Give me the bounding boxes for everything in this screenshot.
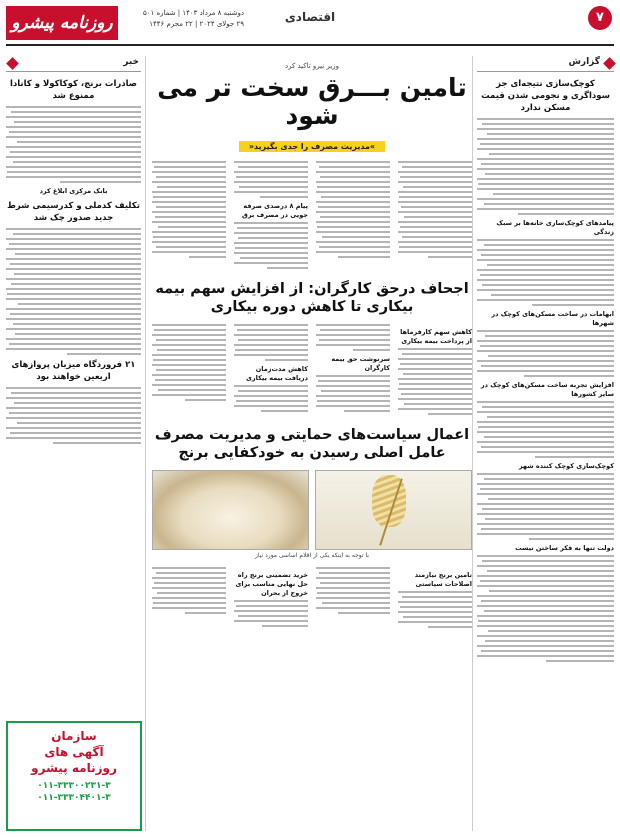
news-kicker: بانک مرکزی ابلاغ کرد [39, 187, 108, 195]
news-body-text [6, 228, 141, 355]
ad-line: آگهی های [44, 745, 104, 759]
section-arrow-icon [603, 57, 616, 70]
newspaper-logo: روزنامه پیشرو [6, 6, 118, 40]
story3-photos [152, 470, 472, 550]
report-label: گزارش [568, 57, 600, 67]
section-title: اقتصادی [284, 10, 336, 24]
news-body-text [6, 387, 141, 444]
story3-headline: اعمال سیاست‌های حمایتی و مدیریت مصرف عامل اصلی رسیدن به خودکفایی برنج [154, 427, 470, 461]
story3-subhead: تامین برنج نیازمند اصلاحات سیاستی [414, 571, 472, 588]
lead-kicker: وزیر نیرو تاکید کرد [284, 62, 340, 70]
report-subhead: دولت تنها به فکر ساختن نیست [515, 544, 614, 552]
story3-subhead: خرید تضمینی برنج راه حل نهایی مناسب برای خروج از بحران [235, 571, 308, 597]
report-subhead: کوچک‌سازی کوچک کننده شهر [518, 462, 614, 470]
lead-body [152, 161, 472, 272]
news-headline: تکلیف کدملی و کدرسیمی شرط جدید صدور چک شد [7, 201, 140, 223]
lead-tag: »مدیریت مصرف را جدی بگیرید« [239, 141, 385, 152]
ad-line: سازمان [51, 729, 97, 743]
ad-phone: ۰۱۱-۳۳۳۰۴۴۰۱-۳ [37, 793, 111, 803]
lead-subhead: پیام ۸ درصدی صرفه جویی در مصرف برق [242, 202, 308, 219]
issue-date-alt: ۲۹ جولای ۲۰۲۴ | ۲۲ محرم ۱۴۴۶ [149, 20, 244, 28]
lead-headline: تامین بـــرق سخت تر می شود [157, 73, 467, 130]
ad-phone: ۰۱۱-۳۳۳۰۰۲۳۱-۳ [37, 781, 111, 791]
story3-body [152, 567, 472, 631]
masthead [0, 0, 620, 58]
section-arrow-icon [6, 57, 19, 70]
report-column-header [477, 56, 614, 72]
report-headline: کوچک‌سازی نتیجه‌ای جز سوداگری و نجومی شدن قیمت مسکن ندارد [481, 79, 610, 113]
report-body-text [477, 555, 614, 662]
main-stories [152, 56, 472, 831]
story2-subhead: کاهش مدت‌زمان دریافت بیمه بیکاری [245, 365, 308, 382]
rice-stalk-photo [315, 470, 472, 550]
news-headline: ۲۱ فروردگاه میزبان پروازهای اربعین خواهند بود [11, 360, 136, 382]
issue-info [124, 8, 244, 30]
report-body-text [477, 330, 614, 377]
ad-line: روزنامه پیشرو [31, 761, 117, 775]
news-column-header [6, 56, 141, 72]
report-body-text [477, 401, 614, 458]
news-label: خبر [123, 57, 139, 67]
ad-box [6, 721, 142, 831]
issue-date: دوشنبه ۸ مرداد ۱۴۰۳ | شماره ۵۰۱ [142, 9, 244, 17]
news-column [6, 56, 146, 831]
report-subhead: پیامدهای کوچک‌سازی خانه‌ها بر سبک زندگی [496, 219, 614, 236]
report-body-text [477, 118, 614, 215]
news-body-text [6, 106, 141, 183]
rice-bowl-photo [152, 470, 309, 550]
story2-subhead: سرنوشت حق بیمه کارگران [331, 355, 390, 372]
story2-body [152, 324, 472, 418]
news-headline: صادرات برنج، کوکاکولا و کانادا ممنوع شد [9, 79, 138, 101]
story2-subhead: کاهش سهم کارفرماها از پرداخت بیمه بیکاری [400, 328, 472, 345]
photo-caption: با توجه به اینکه یکی از اقلام اساسی مورد نیاز [255, 552, 369, 559]
story2-headline: اجحاف درحق کارگران: از افزایش سهم بیمه بیکاری تا کاهش دوره بیکاری [155, 281, 469, 315]
masthead-divider [6, 44, 614, 46]
report-subhead: ابهامات در ساخت مسکن‌های کوچک در شهرها [491, 310, 614, 327]
report-body-text [477, 473, 614, 540]
report-subhead: افزایش تجربه ساخت مسکن‌های کوچک در سایر کشورها [480, 381, 614, 398]
report-body-text [477, 239, 614, 306]
report-column [472, 56, 614, 831]
page-number-badge: ۷ [588, 6, 612, 30]
